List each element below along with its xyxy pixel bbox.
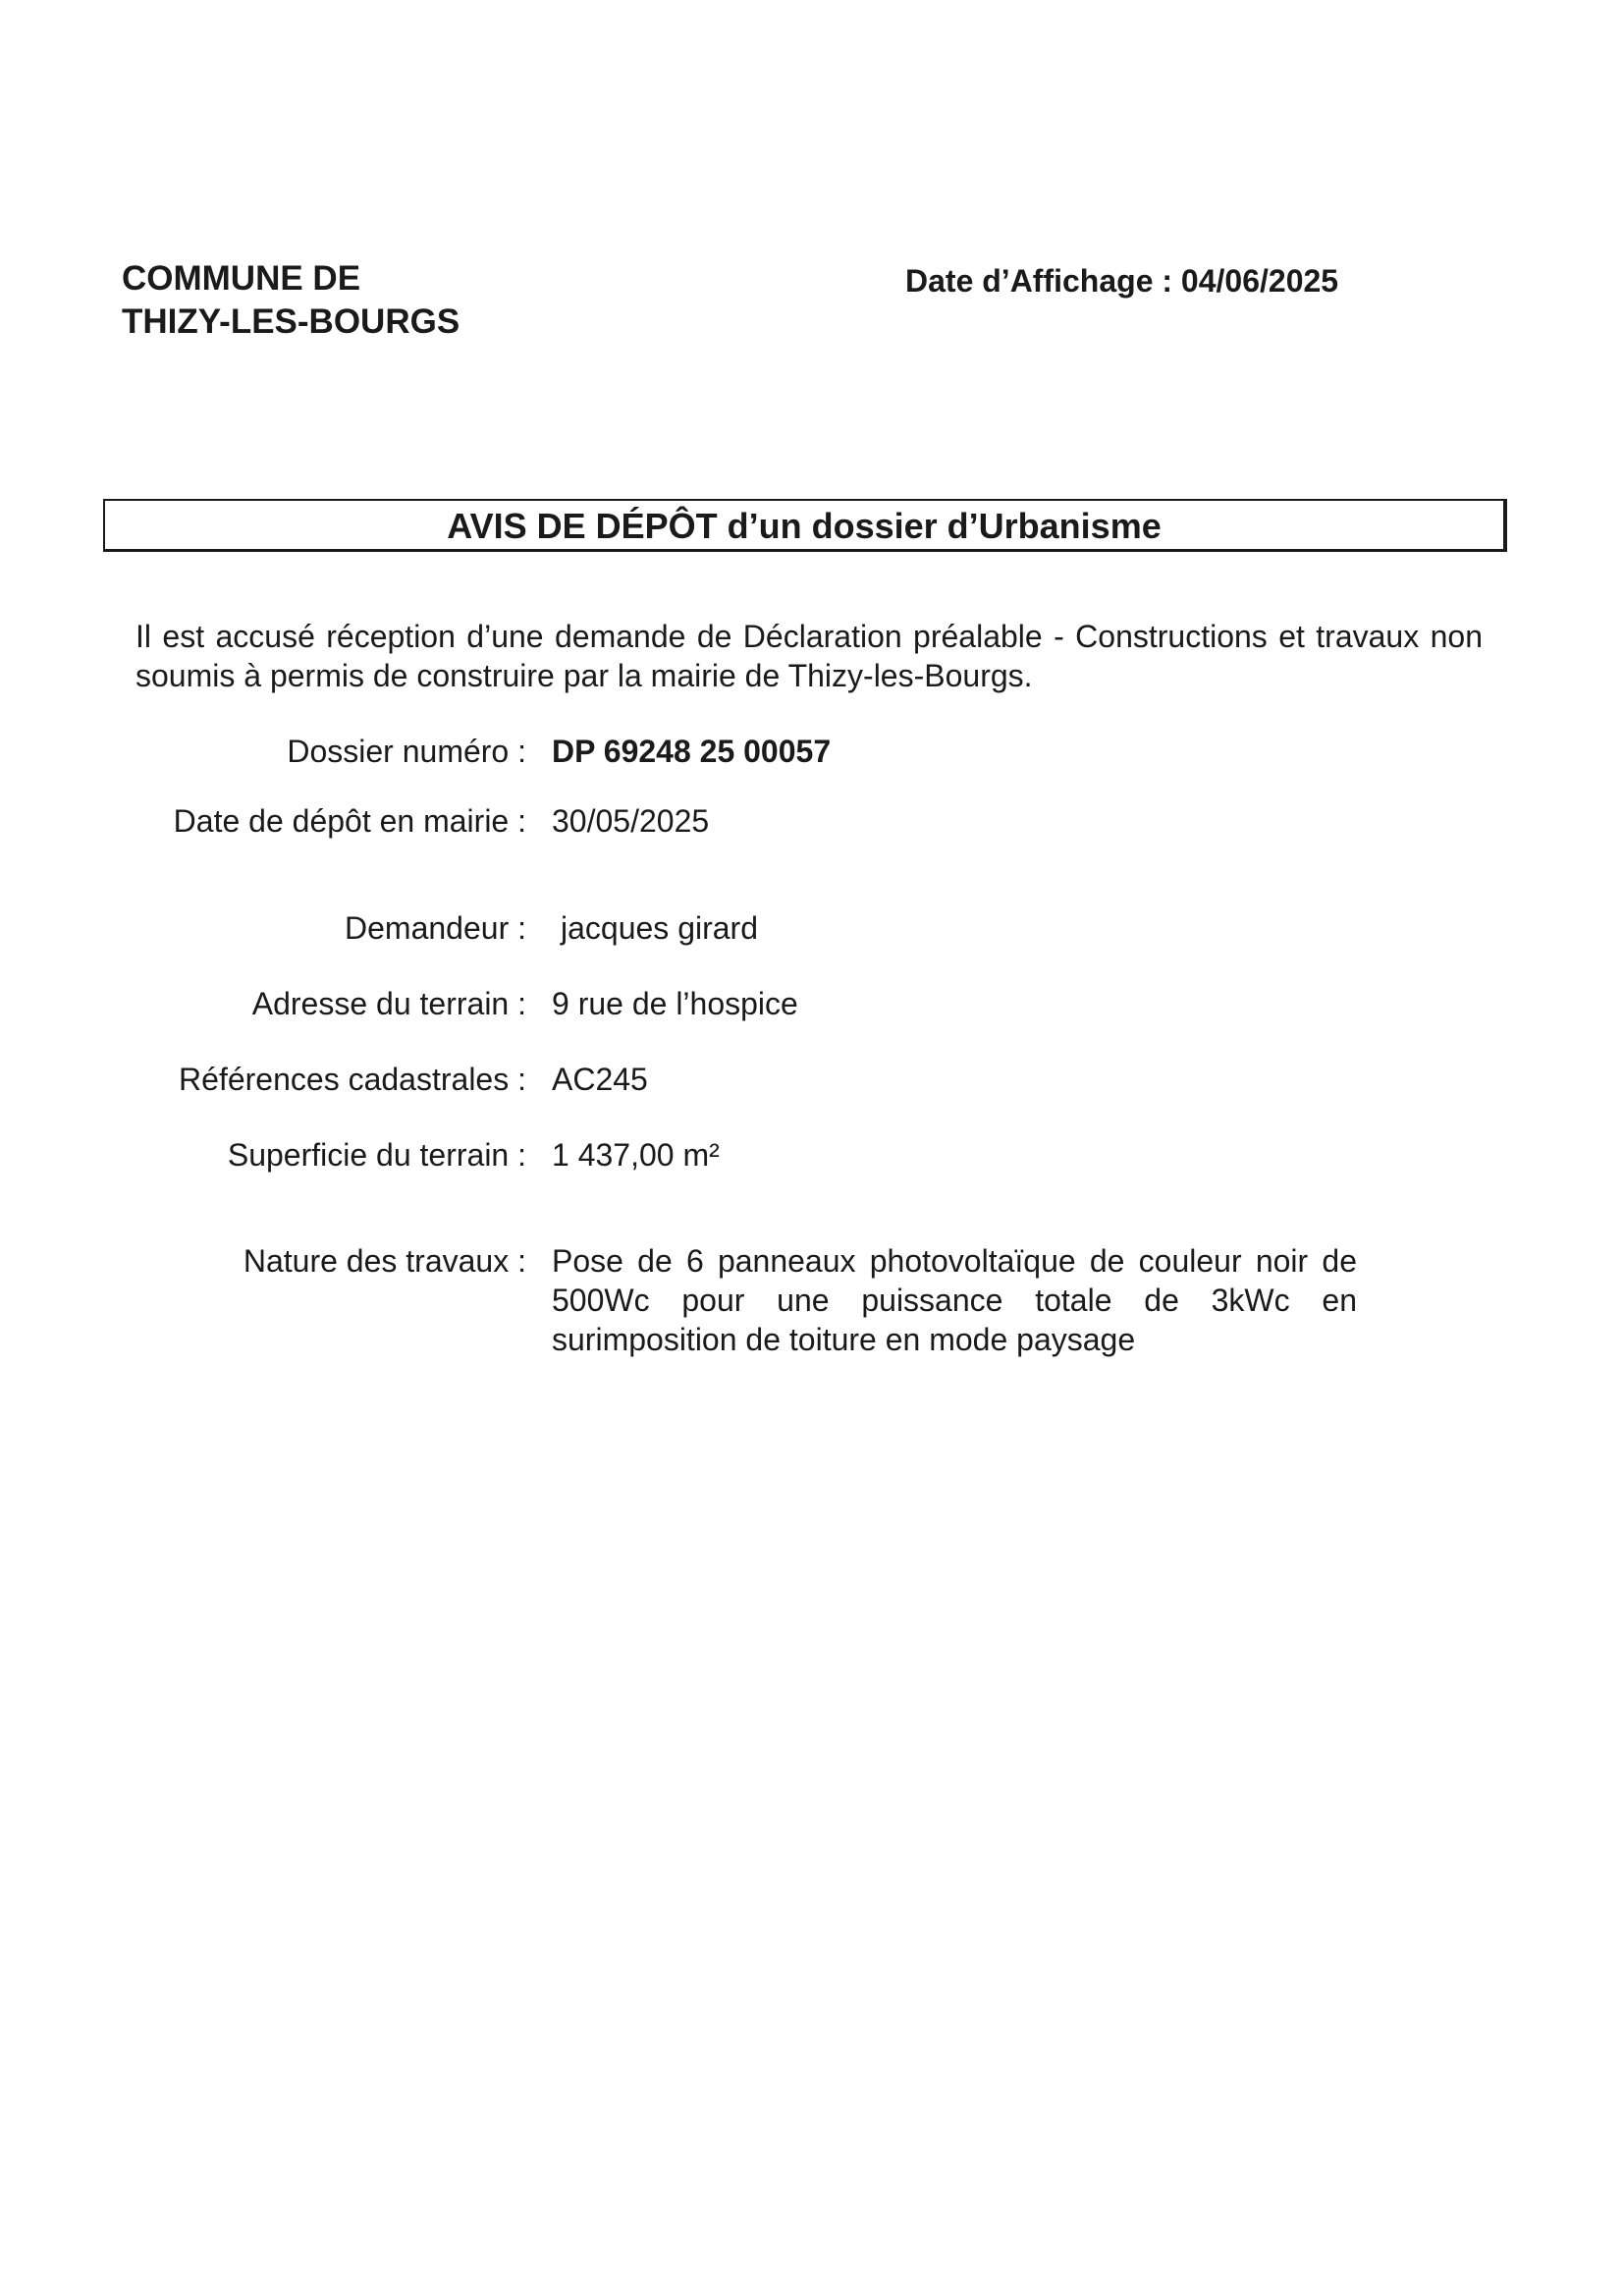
affichage-date — [905, 261, 1338, 301]
adresse-value: 9 rue de l’hospice — [552, 986, 798, 1021]
intro-paragraph: Il est accusé réception d’une demande de Déclaration préalable - Constructions et travaux non soumis à permis de construire par la mairie de Thizy-les-Bourgs. — [135, 619, 1483, 693]
cadastre-label: Références cadastrales : — [179, 1062, 526, 1097]
depot-label: Date de dépôt en mairie : — [173, 803, 526, 839]
affichage-value: 04/06/2025 — [1180, 263, 1339, 299]
superficie-label: Superficie du terrain : — [227, 1137, 526, 1173]
depot-value: 30/05/2025 — [552, 803, 710, 839]
demandeur-value: jacques girard — [561, 910, 758, 946]
adresse-label: Adresse du terrain : — [251, 986, 526, 1021]
affichage-label: Date d’Affichage : — [905, 263, 1173, 299]
document-title: AVIS DE DÉPÔT d’un dossier d’Urbanisme — [447, 506, 1162, 546]
superficie-value: 1 437,00 m² — [552, 1137, 720, 1173]
dossier-value: DP 69248 25 00057 — [552, 734, 832, 769]
demandeur-label: Demandeur : — [345, 910, 526, 946]
title-box — [103, 499, 1507, 552]
cadastre-value: AC245 — [552, 1062, 648, 1097]
commune-line-1: COMMUNE DE — [122, 259, 361, 298]
nature-label: Nature des travaux : — [243, 1243, 526, 1279]
nature-value: Pose de 6 panneaux photovoltaïque de couleur noir de 500Wc pour une puissance totale de 3kWc en surimposition de toiture en mode paysage — [552, 1243, 1357, 1357]
dossier-label: Dossier numéro : — [287, 734, 526, 769]
commune-line-2: THIZY-LES-BOURGS — [122, 302, 460, 341]
commune-header — [122, 257, 460, 344]
